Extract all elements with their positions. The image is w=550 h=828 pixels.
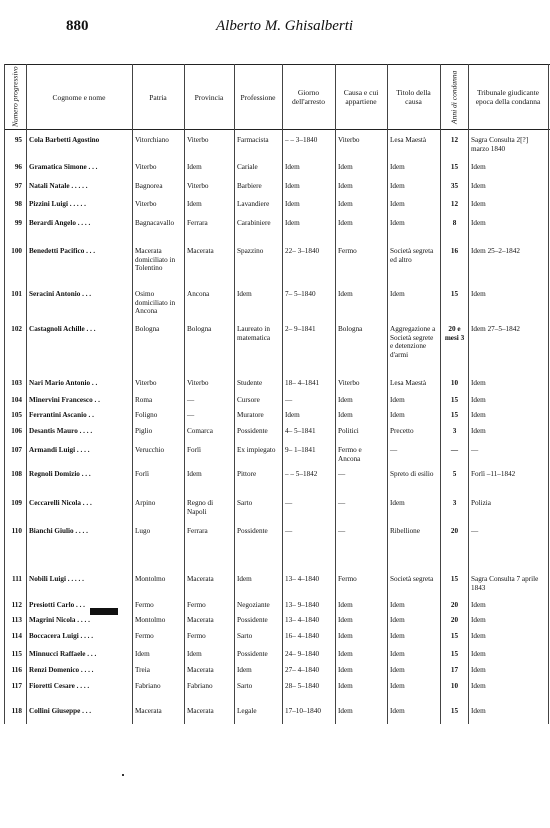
cell-professione: Idem: [237, 666, 252, 674]
cell-patria: Montolmo: [135, 616, 166, 624]
cell-provincia: Idem: [187, 163, 202, 171]
cell-causa: —: [338, 527, 346, 535]
column-divider: [132, 64, 133, 724]
cell-causa: Viterbo: [338, 379, 360, 387]
cell-anni: 8: [452, 219, 457, 227]
cell-professione: Legale: [237, 707, 257, 715]
cell-name: Magrini Nicola . . . .: [29, 616, 90, 624]
cell-number: 110: [11, 527, 22, 535]
cell-tribunale: Idem: [471, 379, 486, 387]
cell-titolo: Idem: [390, 632, 405, 640]
cell-anni: 15: [450, 163, 459, 171]
cell-number: 107: [11, 446, 22, 454]
cell-professione: Cariale: [237, 163, 258, 171]
cell-provincia: Ferrara: [187, 219, 208, 227]
cell-causa: Idem: [338, 601, 353, 609]
cell-tribunale: Idem: [471, 666, 486, 674]
column-divider: [548, 64, 549, 724]
cell-name: Renzi Domenico . . . .: [29, 666, 94, 674]
cell-professione: Laureato in matematica: [237, 325, 271, 342]
cell-causa: Politici: [338, 427, 359, 435]
cell-number: 108: [11, 470, 22, 478]
cell-number: 105: [11, 411, 22, 419]
cell-patria: Forlì: [135, 470, 149, 478]
cell-provincia: Fermo: [187, 632, 206, 640]
cell-professione: Idem: [237, 290, 252, 298]
cell-number: 101: [11, 290, 22, 298]
cell-number: 98: [14, 200, 22, 208]
cell-giorno: 22– 3–1840: [285, 247, 320, 255]
cell-provincia: Viterbo: [187, 379, 209, 387]
cell-patria: Bagnorea: [135, 182, 163, 190]
cell-tribunale: Sagra Consulta 2[?] marzo 1840: [471, 136, 529, 153]
column-header-patria: Patria: [149, 92, 167, 102]
cell-tribunale: Idem 25–2–1842: [471, 247, 520, 255]
cell-giorno: 13– 4–1840: [285, 616, 320, 624]
cell-provincia: Idem: [187, 650, 202, 658]
cell-professione: Possidente: [237, 427, 268, 435]
cell-tribunale: Idem: [471, 601, 486, 609]
cell-number: 112: [11, 601, 22, 609]
cell-giorno: 2– 9–1841: [285, 325, 316, 333]
cell-titolo: Società segreta ed altro: [390, 247, 434, 264]
cell-provincia: Ferrara: [187, 527, 208, 535]
cell-name: Cola Barbetti Agostino: [29, 136, 100, 144]
cell-anni: 20: [450, 601, 459, 609]
page-number: 880: [66, 18, 89, 34]
column-divider: [282, 64, 283, 724]
cell-titolo: Spreto di esilio: [390, 470, 434, 478]
cell-professione: Sarto: [237, 499, 253, 507]
cell-anni: 15: [450, 396, 459, 404]
column-divider: [468, 64, 469, 724]
cell-name: Natali Natale . . . . .: [29, 182, 88, 190]
cell-professione: Sarto: [237, 632, 253, 640]
cell-causa: Idem: [338, 200, 353, 208]
page-speck: [122, 774, 124, 776]
cell-patria: Foligno: [135, 411, 158, 419]
cell-giorno: Idem: [285, 163, 300, 171]
cell-provincia: Forlì: [187, 446, 201, 454]
cell-number: 102: [11, 325, 22, 333]
cell-provincia: Viterbo: [187, 182, 209, 190]
cell-causa: Idem: [338, 163, 353, 171]
cell-causa: Fermo: [338, 575, 357, 583]
cell-provincia: Idem: [187, 470, 202, 478]
cell-name: Castagnoli Achille . . .: [29, 325, 96, 333]
cell-titolo: Idem: [390, 396, 405, 404]
cell-causa: —: [338, 470, 346, 478]
cell-causa: Fermo e Ancona: [338, 446, 362, 463]
cell-professione: Negoziante: [237, 601, 270, 609]
cell-causa: Idem: [338, 650, 353, 658]
cell-provincia: Fermo: [187, 601, 206, 609]
cell-anni: 15: [450, 575, 459, 583]
cell-titolo: Idem: [390, 163, 405, 171]
column-divider: [184, 64, 185, 724]
cell-titolo: Idem: [390, 682, 405, 690]
cell-tribunale: Idem: [471, 163, 486, 171]
cell-professione: Spazzino: [237, 247, 264, 255]
cell-name: Nari Mario Antonio . .: [29, 379, 98, 387]
cell-titolo: Società segreta: [390, 575, 434, 583]
cell-causa: Idem: [338, 290, 353, 298]
cell-patria: Bologna: [135, 325, 160, 333]
cell-professione: Possidente: [237, 616, 268, 624]
cell-anni: 15: [450, 707, 459, 715]
cell-giorno: Idem: [285, 411, 300, 419]
cell-titolo: Idem: [390, 182, 405, 190]
cell-causa: Bologna: [338, 325, 363, 333]
cell-number: 109: [11, 499, 22, 507]
cell-causa: Idem: [338, 182, 353, 190]
cell-patria: Montolmo: [135, 575, 166, 583]
cell-anni: 15: [450, 650, 459, 658]
cell-giorno: 7– 5–1840: [285, 290, 316, 298]
cell-causa: Idem: [338, 666, 353, 674]
cell-anni: 15: [450, 632, 459, 640]
cell-patria: Viterbo: [135, 379, 157, 387]
cell-provincia: Idem: [187, 200, 202, 208]
cell-tribunale: Idem 27–5–1842: [471, 325, 520, 333]
cell-giorno: 4– 5–1841: [285, 427, 316, 435]
cell-causa: —: [338, 499, 346, 507]
cell-giorno: 27– 4–1840: [285, 666, 320, 674]
cell-tribunale: Idem: [471, 650, 486, 658]
column-header-tribunale: Tribunale giudicante epoca della condanna: [475, 88, 541, 106]
cell-giorno: 28– 5–1840: [285, 682, 320, 690]
cell-titolo: Ribellione: [390, 527, 420, 535]
cell-causa: Idem: [338, 411, 353, 419]
cell-professione: Ex impiegato: [237, 446, 276, 454]
cell-patria: Macerata: [135, 707, 162, 715]
cell-tribunale: Idem: [471, 182, 486, 190]
cell-provincia: Macerata: [187, 575, 214, 583]
cell-titolo: Idem: [390, 411, 405, 419]
cell-patria: Treia: [135, 666, 150, 674]
cell-titolo: Idem: [390, 219, 405, 227]
redaction-mark: [90, 608, 118, 615]
cell-tribunale: —: [471, 527, 479, 535]
column-header-titolo: Titolo della causa: [396, 88, 431, 106]
cell-patria: Idem: [135, 650, 150, 658]
cell-patria: Macerata domiciliato in Tolentino: [135, 247, 176, 272]
cell-giorno: —: [285, 499, 293, 507]
cell-name: Minnucci Raffaele . . .: [29, 650, 97, 658]
cell-titolo: Aggregazione a Società segrete e detenzione d'armi: [390, 325, 436, 359]
column-header-giorno: Giorno dell'arresto: [291, 88, 325, 106]
column-header-anni: Anni di condanna: [449, 70, 459, 124]
cell-titolo: Precetto: [390, 427, 414, 435]
cell-professione: Cursore: [237, 396, 260, 404]
cell-anni: 10: [450, 682, 459, 690]
cell-patria: Fabriano: [135, 682, 161, 690]
cell-number: 106: [11, 427, 22, 435]
cell-causa: Idem: [338, 616, 353, 624]
cell-titolo: Idem: [390, 200, 405, 208]
cell-name: Regnoli Domizio . . .: [29, 470, 91, 478]
cell-number: 95: [14, 136, 22, 144]
cell-professione: Sarto: [237, 682, 253, 690]
cell-giorno: —: [285, 396, 293, 404]
cell-number: 115: [11, 650, 22, 658]
column-header-name: Cognome e nome: [52, 92, 106, 102]
cell-provincia: Macerata: [187, 707, 214, 715]
cell-number: 117: [11, 682, 22, 690]
cell-provincia: Fabriano: [187, 682, 213, 690]
cell-name: Gramatica Simone . . .: [29, 163, 98, 171]
cell-anni: —: [450, 446, 459, 454]
cell-number: 111: [12, 575, 22, 583]
cell-number: 114: [11, 632, 22, 640]
cell-giorno: —: [285, 527, 293, 535]
cell-anni: 35: [450, 182, 459, 190]
cell-number: 100: [11, 247, 22, 255]
cell-anni: 15: [450, 411, 459, 419]
cell-titolo: Idem: [390, 499, 405, 507]
cell-giorno: 17–10–1840: [285, 707, 321, 715]
cell-provincia: Comarca: [187, 427, 213, 435]
column-header-provincia: Provincia: [194, 92, 224, 102]
cell-patria: Fermo: [135, 601, 154, 609]
cell-name: Desantis Mauro . . . .: [29, 427, 93, 435]
cell-titolo: Idem: [390, 616, 405, 624]
cell-number: 104: [11, 396, 22, 404]
cell-name: Berardi Angelo . . . .: [29, 219, 91, 227]
cell-provincia: —: [187, 411, 195, 419]
cell-provincia: Ancona: [187, 290, 210, 298]
cell-anni: 20 e mesi 3: [444, 325, 465, 342]
cell-provincia: —: [187, 396, 195, 404]
cell-anni: 20: [450, 527, 459, 535]
cell-professione: Possidente: [237, 527, 268, 535]
cell-number: 116: [11, 666, 22, 674]
cell-causa: Idem: [338, 682, 353, 690]
cell-number: 118: [11, 707, 22, 715]
cell-tribunale: Sagra Consulta 7 aprile 1843: [471, 575, 539, 592]
cell-name: Presiotti Carlo . . .: [29, 601, 85, 609]
cell-causa: Idem: [338, 707, 353, 715]
cell-giorno: Idem: [285, 182, 300, 190]
cell-name: Nobili Luigi . . . . .: [29, 575, 84, 583]
cell-patria: Fermo: [135, 632, 154, 640]
column-header-causa: Causa e cui appartiene: [343, 88, 379, 106]
cell-titolo: Idem: [390, 601, 405, 609]
cell-name: Ceccarelli Nicola . . .: [29, 499, 92, 507]
cell-number: 113: [11, 616, 22, 624]
cell-patria: Vitorchiano: [135, 136, 169, 144]
cell-provincia: Macerata: [187, 616, 214, 624]
cell-giorno: Idem: [285, 200, 300, 208]
cell-causa: Idem: [338, 396, 353, 404]
column-divider: [440, 64, 441, 724]
cell-name: Bianchi Giulio . . . .: [29, 527, 88, 535]
cell-tribunale: Idem: [471, 396, 486, 404]
cell-causa: Fermo: [338, 247, 357, 255]
cell-titolo: Idem: [390, 290, 405, 298]
cell-anni: 12: [450, 200, 459, 208]
cell-giorno: Idem: [285, 219, 300, 227]
cell-number: 96: [14, 163, 22, 171]
cell-titolo: —: [390, 446, 398, 454]
cell-provincia: Regno di Napoli: [187, 499, 214, 516]
cell-patria: Lugo: [135, 527, 151, 535]
cell-anni: 10: [450, 379, 459, 387]
cell-tribunale: Idem: [471, 219, 486, 227]
cell-name: Minervini Francesco . .: [29, 396, 100, 404]
cell-patria: Roma: [135, 396, 153, 404]
cell-tribunale: Idem: [471, 682, 486, 690]
cell-causa: Viterbo: [338, 136, 360, 144]
cell-causa: Idem: [338, 632, 353, 640]
column-divider: [234, 64, 235, 724]
cell-provincia: Viterbo: [187, 136, 209, 144]
cell-tribunale: Idem: [471, 427, 486, 435]
cell-tribunale: Idem: [471, 632, 486, 640]
cell-provincia: Bologna: [187, 325, 212, 333]
cell-titolo: Lesa Maestà: [390, 379, 427, 387]
cell-tribunale: Forlì –11–1842: [471, 470, 516, 478]
cell-anni: 16: [450, 247, 459, 255]
cell-patria: Piglio: [135, 427, 153, 435]
cell-giorno: 24– 9–1840: [285, 650, 320, 658]
cell-number: 97: [14, 182, 22, 190]
cell-tribunale: Idem: [471, 707, 486, 715]
cell-anni: 3: [452, 427, 457, 435]
column-divider: [387, 64, 388, 724]
cell-provincia: Macerata: [187, 666, 214, 674]
cell-tribunale: Polizia: [471, 499, 491, 507]
cell-giorno: 13– 4–1840: [285, 575, 320, 583]
cell-giorno: 9– 1–1841: [285, 446, 316, 454]
cell-professione: Possidente: [237, 650, 268, 658]
cell-patria: Osimo domiciliato in Ancona: [135, 290, 176, 315]
cell-anni: 17: [450, 666, 459, 674]
column-header-professione: Professione: [240, 92, 276, 102]
cell-patria: Arpino: [135, 499, 156, 507]
cell-titolo: Idem: [390, 666, 405, 674]
cell-anni: 15: [450, 290, 459, 298]
cell-giorno: 16– 4–1840: [285, 632, 320, 640]
cell-professione: Carabiniere: [237, 219, 271, 227]
cell-tribunale: —: [471, 446, 479, 454]
cell-name: Collini Giuseppe . . .: [29, 707, 92, 715]
cell-anni: 12: [450, 136, 459, 144]
cell-patria: Viterbo: [135, 200, 157, 208]
cell-anni: 5: [452, 470, 457, 478]
cell-giorno: 13– 9–1840: [285, 601, 320, 609]
cell-professione: Barbiere: [237, 182, 262, 190]
cell-professione: Pittore: [237, 470, 257, 478]
cell-giorno: – – 5–1842: [285, 470, 318, 478]
cell-patria: Bagnacavallo: [135, 219, 175, 227]
cell-anni: 20: [450, 616, 459, 624]
cell-name: Benedetti Pacifico . . .: [29, 247, 96, 255]
cell-name: Pizzini Luigi . . . . .: [29, 200, 86, 208]
running-title: Alberto M. Ghisalberti: [216, 18, 354, 34]
cell-professione: Lavandiere: [237, 200, 270, 208]
cell-professione: Studente: [237, 379, 263, 387]
cell-number: 103: [11, 379, 22, 387]
cell-titolo: Lesa Maestà: [390, 136, 427, 144]
cell-titolo: Idem: [390, 650, 405, 658]
cell-tribunale: Idem: [471, 411, 486, 419]
cell-giorno: 18– 4–1841: [285, 379, 320, 387]
cell-name: Seracini Antonio . . .: [29, 290, 92, 298]
cell-provincia: Macerata: [187, 247, 214, 255]
cell-titolo: Idem: [390, 707, 405, 715]
cell-anni: 3: [452, 499, 457, 507]
column-header-number: Numero progressivo: [10, 66, 20, 128]
cell-patria: Viterbo: [135, 163, 157, 171]
cell-professione: Muratore: [237, 411, 264, 419]
cell-giorno: – – 3–1840: [285, 136, 318, 144]
cell-tribunale: Idem: [471, 200, 486, 208]
cell-tribunale: Idem: [471, 290, 486, 298]
cell-name: Ferrantini Ascanio . .: [29, 411, 94, 419]
cell-name: Armandi Luigi . . . .: [29, 446, 90, 454]
column-divider: [26, 64, 27, 724]
cell-tribunale: Idem: [471, 616, 486, 624]
column-divider: [335, 64, 336, 724]
cell-number: 99: [14, 219, 22, 227]
cell-name: Fioretti Cesare . . . .: [29, 682, 90, 690]
cell-causa: Idem: [338, 219, 353, 227]
cell-name: Boccacera Luigi . . . .: [29, 632, 94, 640]
cell-professione: Farmacista: [237, 136, 269, 144]
cell-patria: Verucchio: [135, 446, 165, 454]
cell-professione: Idem: [237, 575, 252, 583]
